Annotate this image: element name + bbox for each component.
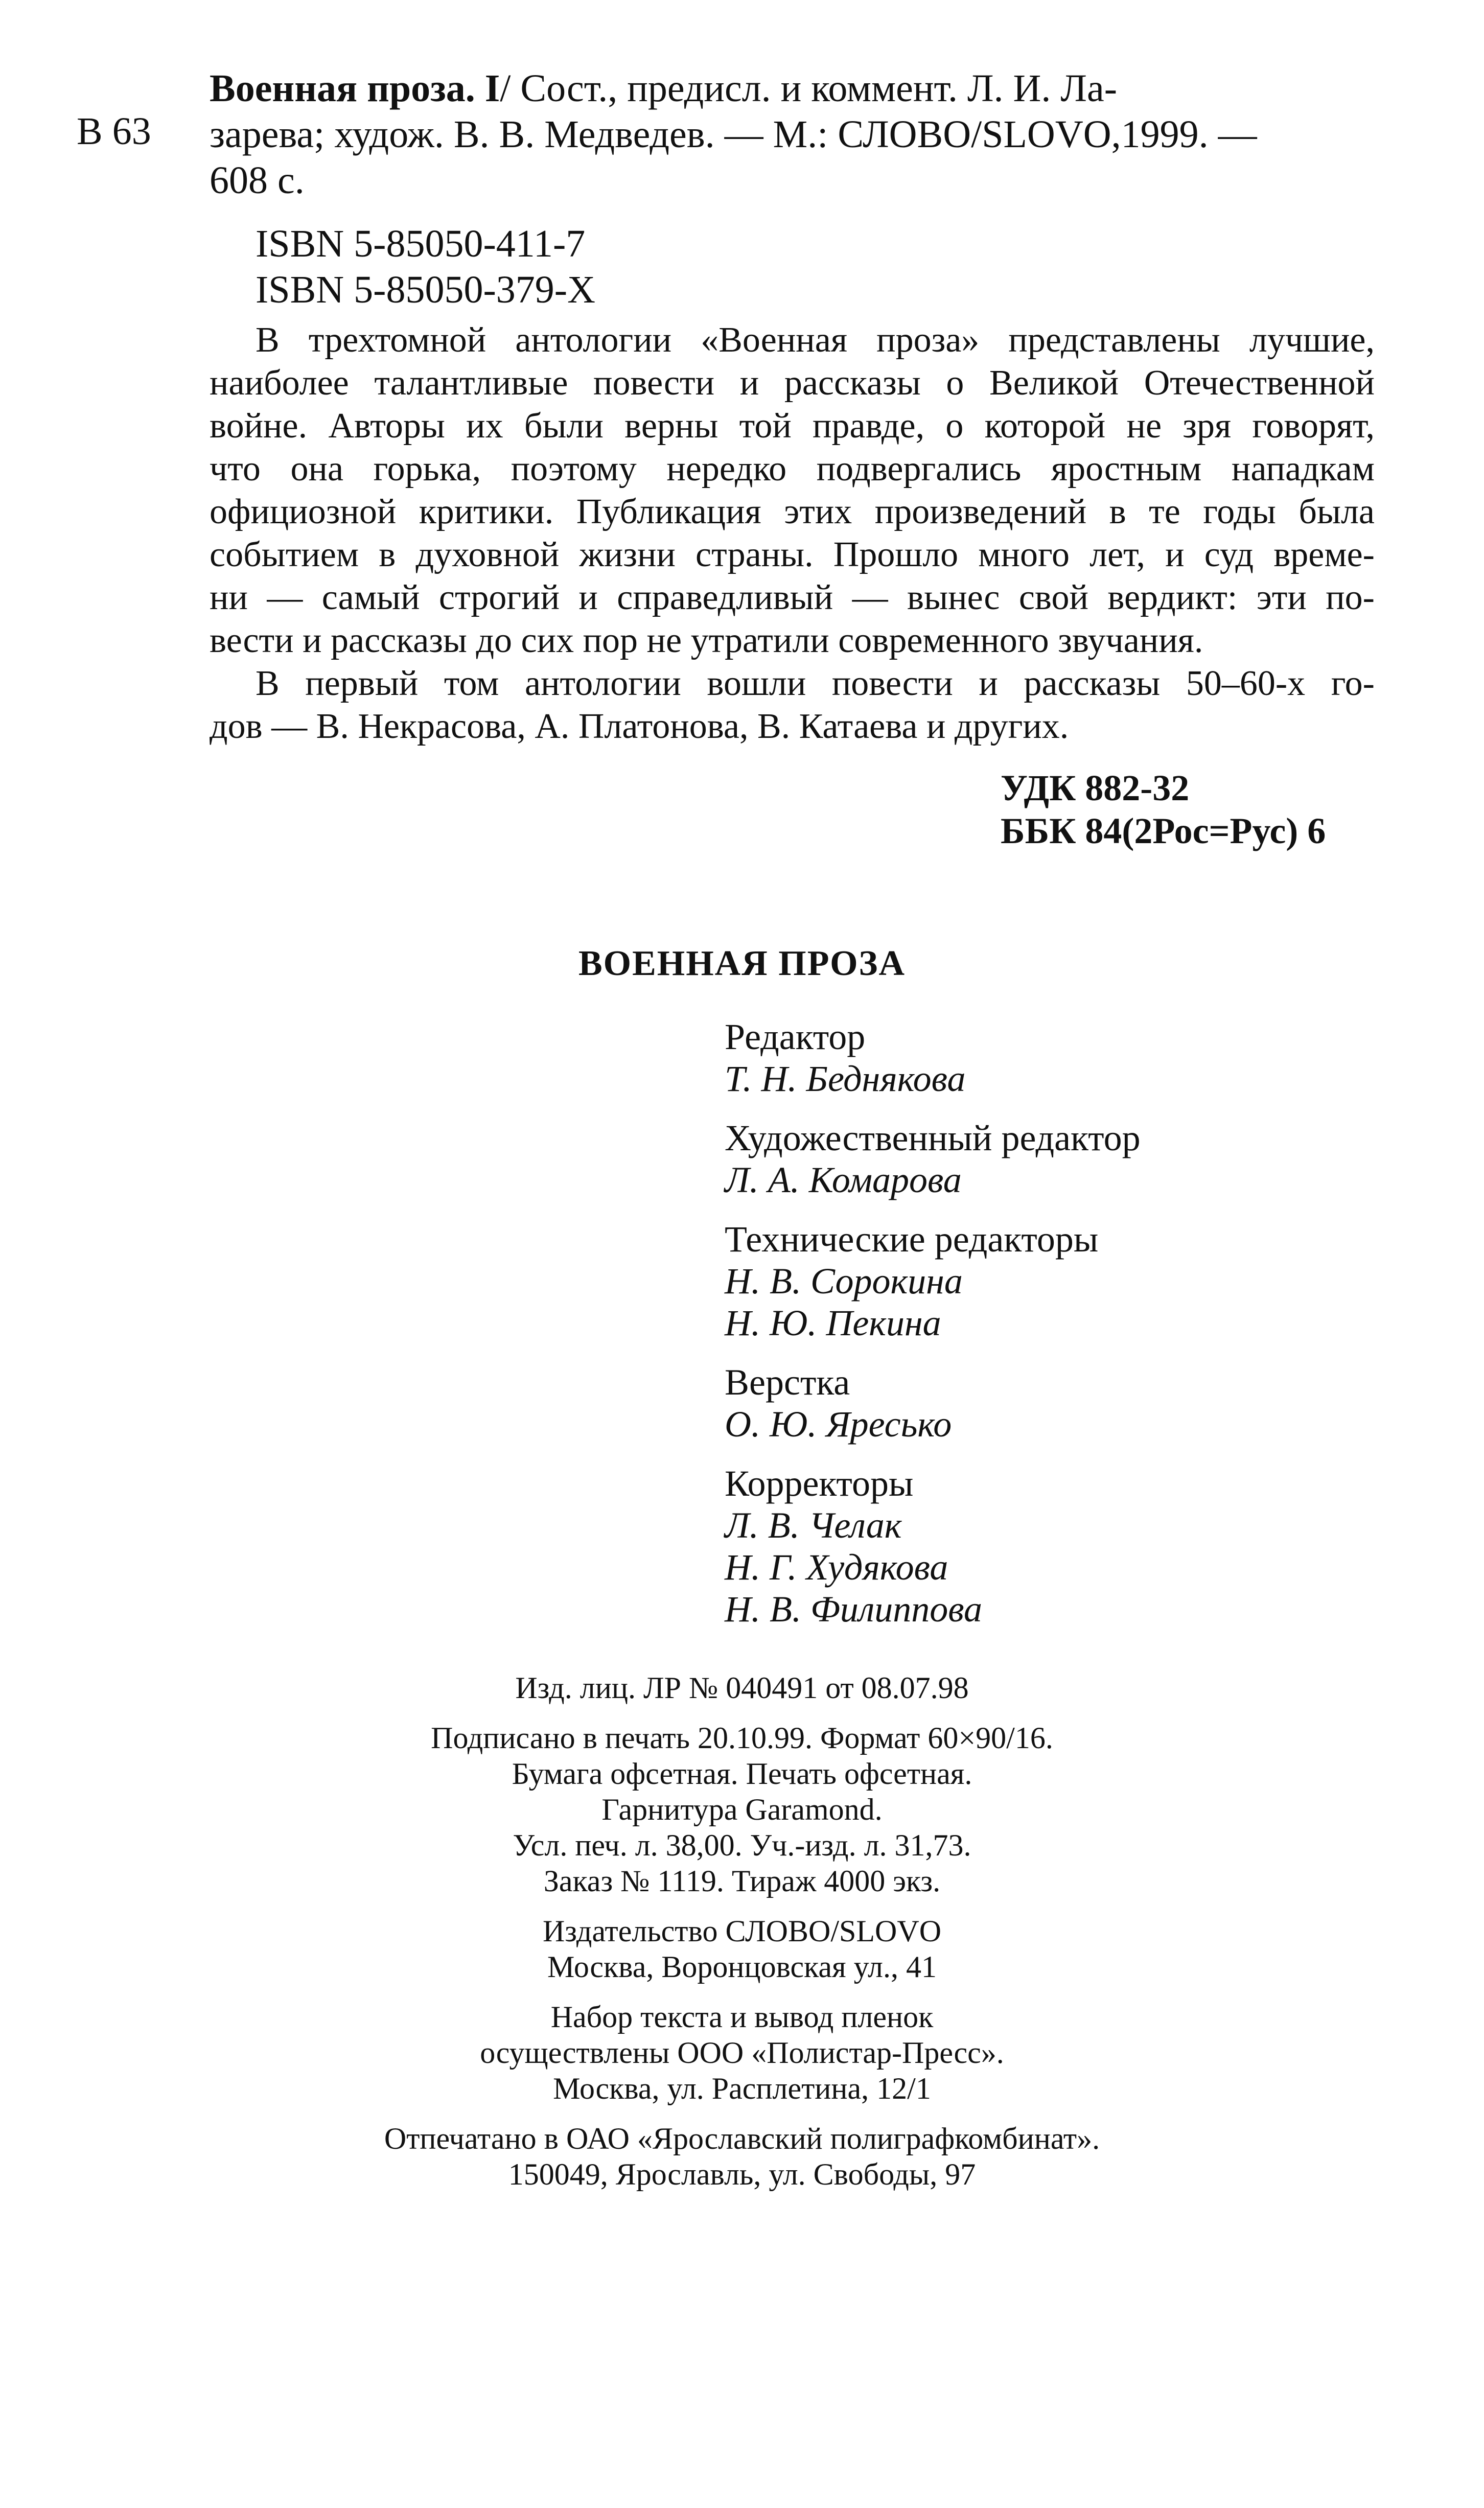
annotation-line: наиболее талантливые повести и рассказы о Великой Отечественной bbox=[210, 363, 1375, 403]
printer-block bbox=[0, 2121, 1484, 2192]
typesetting-line: Москва, ул. Расплетина, 12/1 bbox=[553, 2072, 931, 2105]
isbn-1: ISBN 5-85050-411-7 bbox=[256, 222, 586, 265]
annotation bbox=[210, 319, 1375, 748]
credit-group-tech-editors bbox=[725, 1218, 1141, 1344]
publisher-line: Москва, Воронцовская ул., 41 bbox=[547, 1950, 937, 1984]
annotation-line: В трехтомной антологии «Военная проза» представлены лучшие, bbox=[256, 320, 1375, 360]
annotation-line: В первый том антологии вошли повести и рассказы 50–60-х го- bbox=[256, 664, 1375, 703]
typesetting-line: Набор текста и вывод пленок bbox=[550, 2000, 934, 2034]
credit-person: Н. В. Сорокина bbox=[725, 1261, 963, 1302]
bib-line-3: 608 с. bbox=[210, 159, 305, 202]
typesetting-line: осуществлены ООО «Полистар-Пресс». bbox=[480, 2036, 1004, 2070]
bibliographic-record bbox=[210, 65, 1370, 203]
annotation-line: что она горька, поэтому нередко подвергались яростным нападкам bbox=[210, 449, 1375, 489]
classification-indices bbox=[1001, 767, 1326, 852]
printer-line: 150049, Ярославль, ул. Свободы, 97 bbox=[508, 2157, 976, 2191]
annotation-line: дов — В. Некрасова, А. Платонова, В. Катаева и других. bbox=[210, 707, 1069, 746]
credit-role: Художественный редактор bbox=[725, 1118, 1141, 1158]
printer-line: Отпечатано в ОАО «Ярославский полиграфкомбинат». bbox=[384, 2122, 1100, 2155]
license-line: Изд. лиц. ЛР № 040491 от 08.07.98 bbox=[515, 1671, 969, 1705]
credit-role: Технические редакторы bbox=[725, 1219, 1099, 1260]
print-detail-line: Подписано в печать 20.10.99. Формат 60×90/16. bbox=[431, 1721, 1053, 1755]
annotation-line: событием в духовной жизни страны. Прошло много лет, и суд време- bbox=[210, 535, 1375, 574]
credit-person: Н. Г. Худякова bbox=[725, 1547, 948, 1588]
license-block bbox=[0, 1670, 1484, 1706]
library-classification-code: В 63 bbox=[77, 110, 151, 153]
staff-credits bbox=[725, 1016, 1141, 1647]
typesetting-block bbox=[0, 1999, 1484, 2106]
bib-line-2: зарева; худож. В. В. Медведев. — М.: СЛОВО/SLOVO,1999. — bbox=[210, 113, 1257, 156]
credit-person: Л. А. Комарова bbox=[725, 1159, 962, 1200]
credit-group-art-editor bbox=[725, 1117, 1141, 1201]
print-detail-line: Усл. печ. л. 38,00. Уч.-изд. л. 31,73. bbox=[513, 1828, 971, 1862]
bib-line-1-rest: / Сост., предисл. и коммент. Л. И. Ла- bbox=[500, 67, 1118, 110]
publisher-block bbox=[0, 1913, 1484, 1985]
annotation-line: ни — самый строгий и справедливый — вынес свой вердикт: эти по- bbox=[210, 578, 1375, 617]
print-detail-line: Заказ № 1119. Тираж 4000 экз. bbox=[543, 1864, 941, 1898]
bbk-index: ББК 84(2Рос=Рус) 6 bbox=[1001, 810, 1326, 851]
credit-person: Н. Ю. Пекина bbox=[725, 1303, 941, 1343]
annotation-line: войне. Авторы их были верны той правде, о которой не зря говорят, bbox=[210, 406, 1375, 446]
credit-person: Т. Н. Беднякова bbox=[725, 1058, 966, 1099]
print-detail-line: Бумага офсетная. Печать офсетная. bbox=[512, 1757, 972, 1791]
credit-person: Л. В. Челак bbox=[725, 1505, 902, 1546]
book-heading: ВОЕННАЯ ПРОЗА bbox=[578, 944, 906, 983]
publisher-line: Издательство СЛОВО/SLOVO bbox=[542, 1914, 942, 1948]
isbn-2: ISBN 5-85050-379-X bbox=[256, 268, 595, 311]
annotation-line: официозной критики. Публикация этих произведений в те годы была bbox=[210, 492, 1375, 531]
print-details-block bbox=[0, 1720, 1484, 1899]
bib-line-1 bbox=[210, 65, 1370, 111]
credit-group-layout bbox=[725, 1361, 1141, 1445]
udk-index: УДК 882-32 bbox=[1001, 768, 1190, 808]
credit-role: Верстка bbox=[725, 1362, 850, 1403]
isbn-list bbox=[256, 221, 595, 313]
book-title: Военная проза. I bbox=[210, 67, 500, 110]
print-detail-line: Гарнитура Garamond. bbox=[601, 1793, 883, 1826]
credit-group-editor bbox=[725, 1016, 1141, 1100]
credit-person: Н. В. Филиппова bbox=[725, 1589, 983, 1630]
credit-group-proofreaders bbox=[725, 1462, 1141, 1630]
imprint-details bbox=[0, 1670, 1484, 2207]
annotation-line: вести и рассказы до сих пор не утратили современного звучания. bbox=[210, 621, 1203, 660]
credit-role: Корректоры bbox=[725, 1463, 914, 1504]
credit-role: Редактор bbox=[725, 1016, 866, 1057]
credit-person: О. Ю. Яресько bbox=[725, 1404, 952, 1445]
